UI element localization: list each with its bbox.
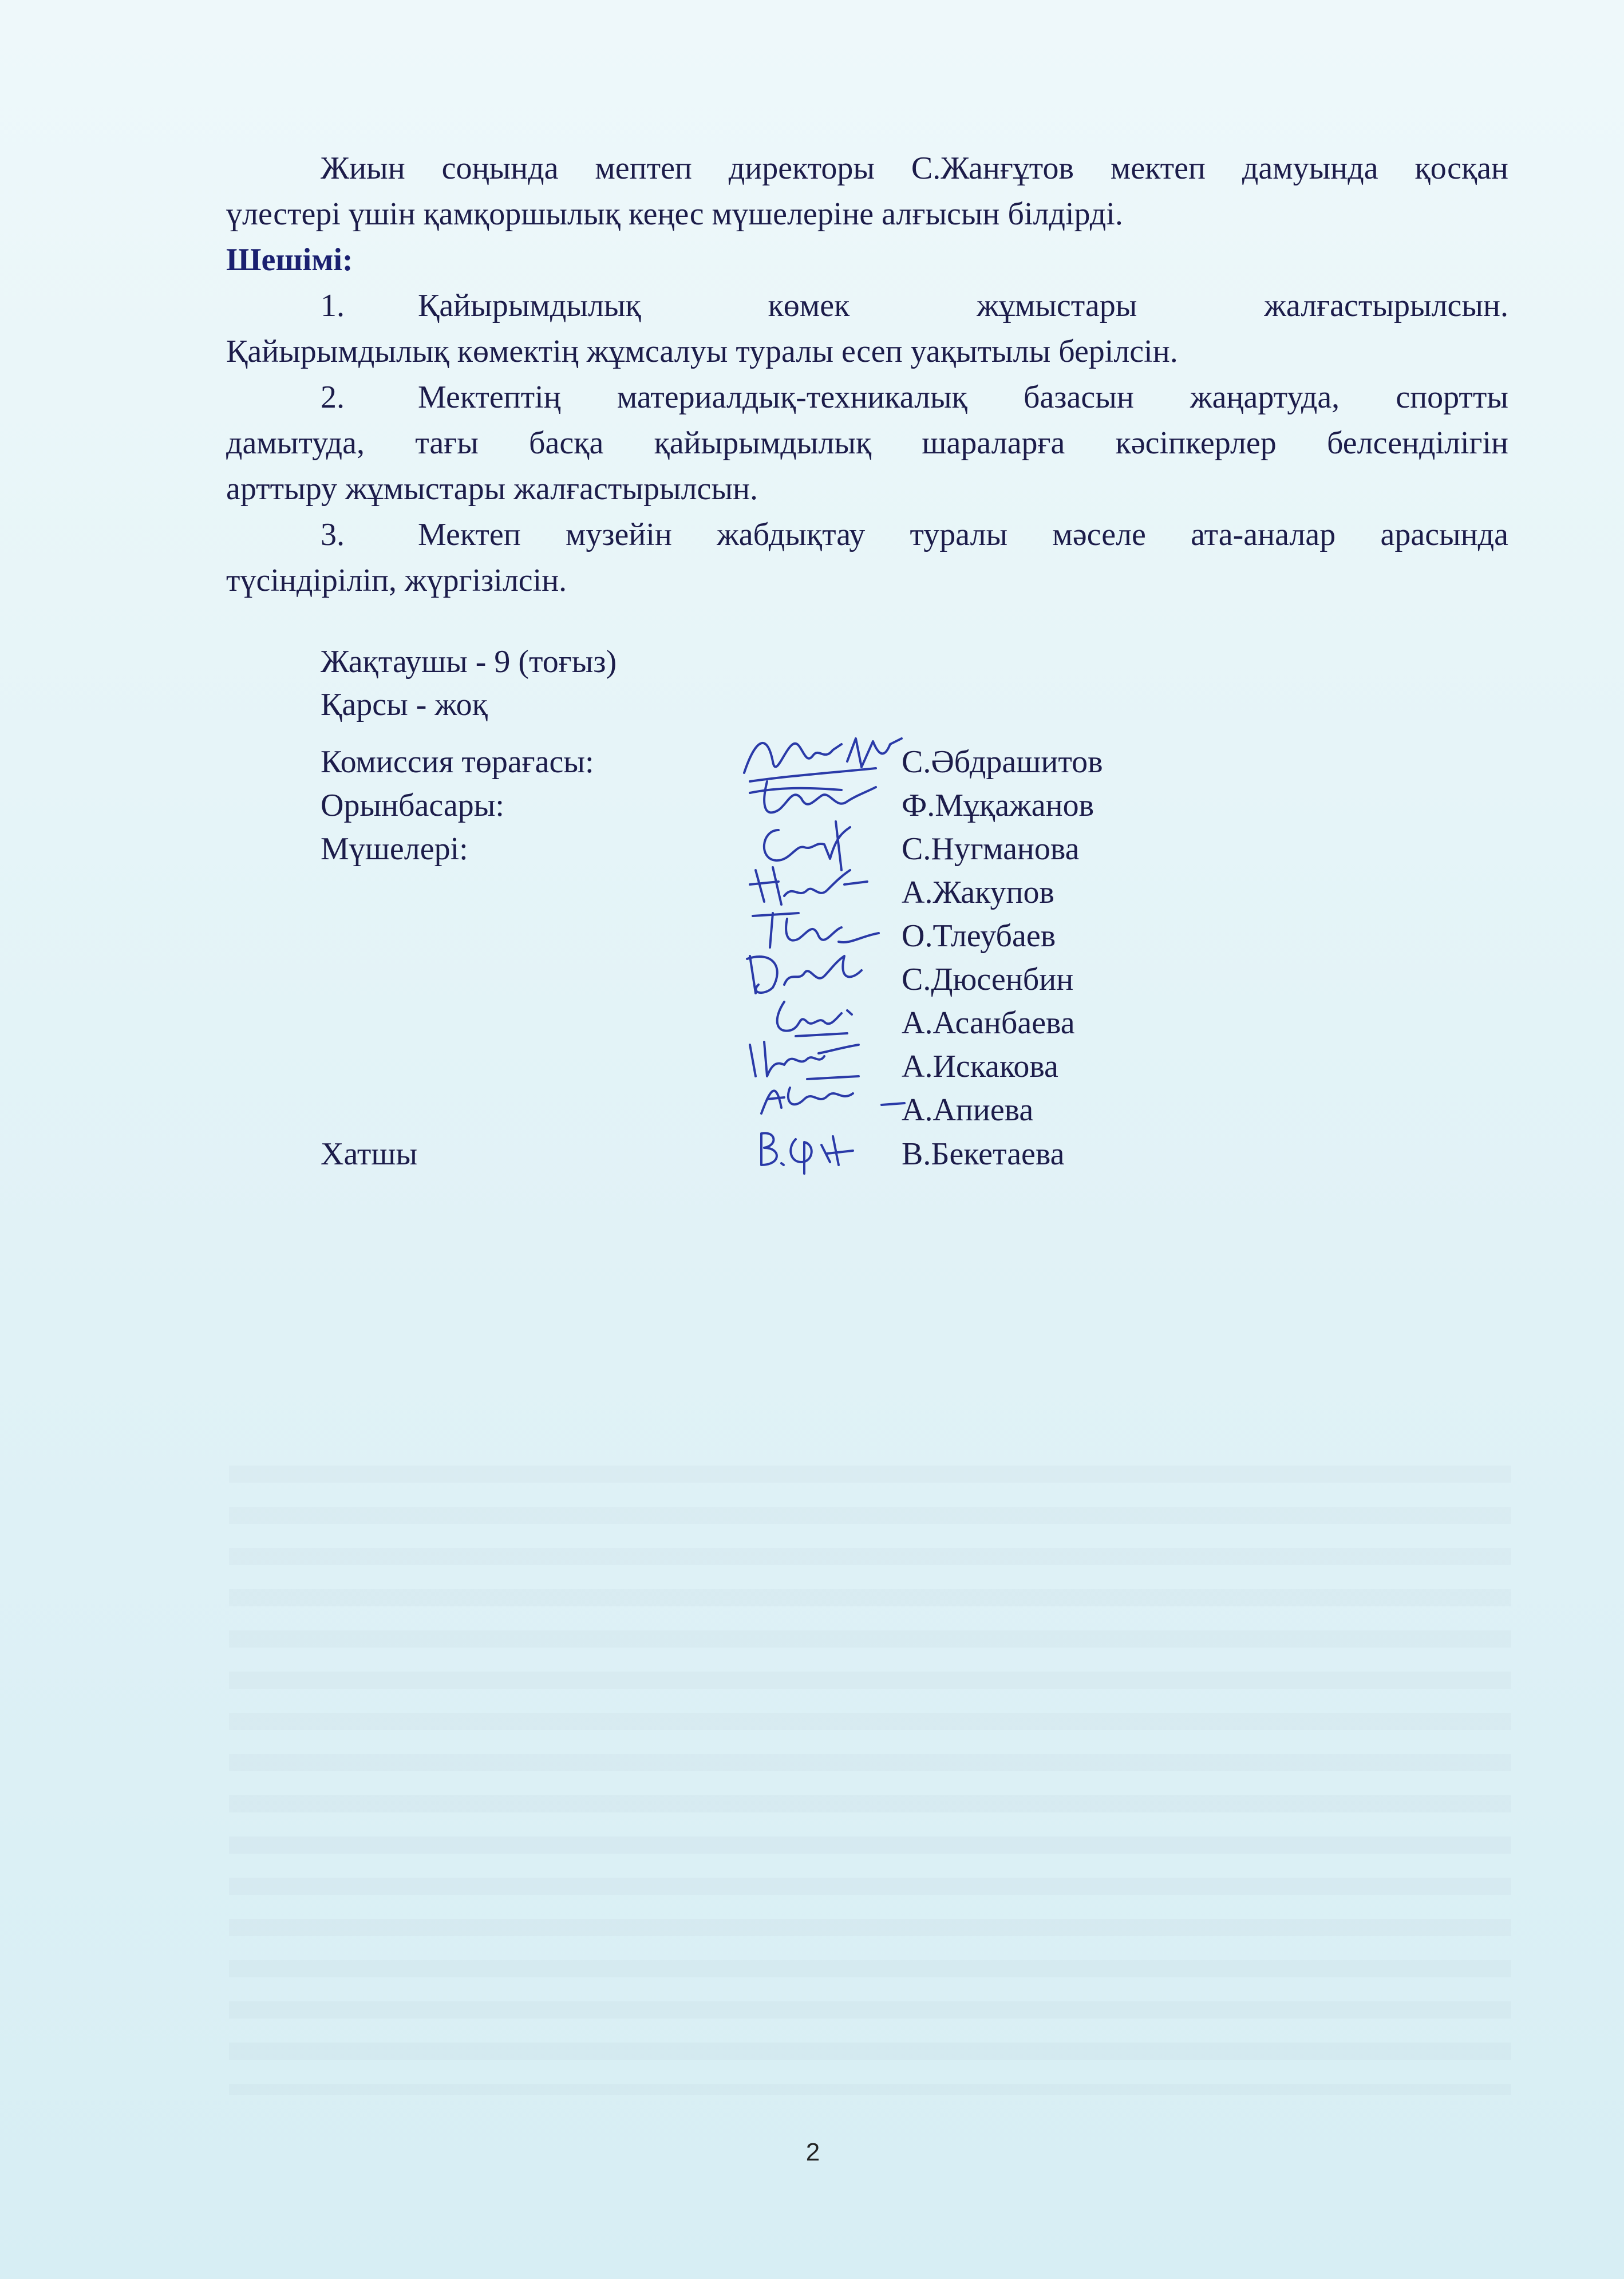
decision-item-2-number: 2.: [321, 380, 345, 415]
signatory-name: А.Искакова: [902, 1049, 1058, 1084]
signatory-name: А.Жакупов: [902, 875, 1054, 910]
vote-against: Қарсы - жоқ: [321, 687, 488, 722]
decision-item-1-line-2: Қайырымдылық көмектің жұмсалуы туралы есеп уақытылы берілсін.: [226, 334, 1178, 369]
chair-role: Комиссия төрағасы:: [321, 744, 594, 780]
decision-item-3-line-1: Мектеп музейін жабдықтау туралы мәселе ата-аналар арасында: [418, 517, 1508, 552]
signatory-name: Ф.Мұқажанов: [902, 788, 1094, 823]
signatory-name: А.Асанбаева: [902, 1005, 1075, 1041]
deputy-role: Орынбасары:: [321, 788, 504, 823]
decision-heading: Шешімі:: [226, 242, 353, 278]
signatory-name: О.Тлеубаев: [902, 918, 1056, 954]
signatory-name: А.Апиева: [902, 1092, 1034, 1128]
decision-item-1-line-1: Қайырымдылық көмек жұмыстары жалғастырылсын.: [418, 288, 1508, 323]
page-number: 2: [805, 2138, 820, 2166]
show-through-block: [229, 1466, 1511, 2095]
decision-item-3-number: 3.: [321, 517, 345, 552]
decision-item-2-line-1: Мектептің материалдық-техникалық базасын жаңартуда, спортты: [418, 380, 1508, 415]
decision-item-1-number: 1.: [321, 288, 345, 323]
signatory-name: В.Бекетаева: [902, 1136, 1065, 1172]
intro-line-1: Жиын соңында мептеп директоры С.Жанғұтов мектеп дамуында қосқан: [321, 151, 1508, 186]
vote-for: Жақтаушы - 9 (тоғыз): [321, 644, 617, 680]
signatory-name: С.Дюсенбин: [902, 962, 1074, 997]
signature-member-7: [750, 1068, 922, 1131]
signatory-name: С.Әбдрашитов: [902, 744, 1103, 780]
decision-item-2-line-2: дамытуда, тағы басқа қайырымдылық шараларға кәсіпкерлер белсенділігін: [226, 425, 1508, 461]
secretary-role: Хатшы: [321, 1136, 418, 1172]
decision-item-2-line-3: арттыру жұмыстары жалғастырылсын.: [226, 471, 758, 507]
signature-secretary: [747, 1122, 862, 1179]
intro-line-2: үлестері үшін қамқоршылық кеңес мүшелеріне алғысын білдірді.: [226, 196, 1123, 232]
members-role: Мүшелері:: [321, 831, 468, 867]
signatory-name: С.Нугманова: [902, 831, 1080, 867]
decision-item-3-line-2: түсіндіріліп, жүргізілсін.: [226, 563, 567, 598]
